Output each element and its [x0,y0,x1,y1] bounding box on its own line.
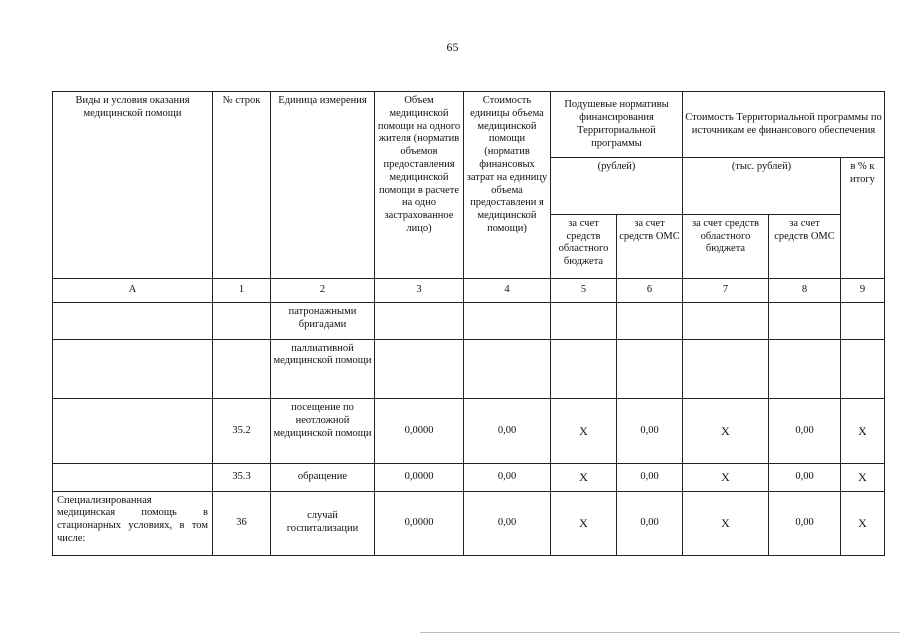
header-unit: Единица измерения [271,92,375,279]
cell-type [53,303,213,339]
cell-unit: обращение [271,464,375,491]
scan-artifact-line [420,632,900,633]
header-regional-budget: за счет средств областного бюджета [551,214,617,278]
cell-regional-budget: X [551,398,617,463]
cell-row-number: 36 [213,491,271,555]
column-index: 5 [551,279,617,303]
table-row [53,464,885,491]
cell-regional-budget-k [683,339,769,398]
cell-type: Специализированная медицинская помощь в стационарных условиях, в том числе: [53,491,213,555]
column-index: 4 [464,279,551,303]
cell-cost: 0,00 [464,464,551,491]
financing-table [52,91,885,556]
cell-regional-budget: X [551,491,617,555]
header-oms-k: за счет средств ОМС [769,214,841,278]
table-row [53,398,885,463]
cell-row-number [213,303,271,339]
cell-oms [617,303,683,339]
cell-volume: 0,0000 [375,398,464,463]
cell-volume [375,339,464,398]
table-row [53,303,885,339]
cell-oms-k [769,339,841,398]
cell-regional-budget [551,303,617,339]
cell-type [53,464,213,491]
cell-oms-k: 0,00 [769,491,841,555]
cell-row-number: 35.3 [213,464,271,491]
cell-percent [841,339,885,398]
cell-regional-budget-k: X [683,464,769,491]
cell-unit: патронажными бригадами [271,303,375,339]
cell-oms: 0,00 [617,491,683,555]
cell-regional-budget-k: X [683,491,769,555]
column-index: 2 [271,279,375,303]
cell-oms-k: 0,00 [769,464,841,491]
column-index: 3 [375,279,464,303]
header-oms: за счет средств ОМС [617,214,683,278]
cell-volume: 0,0000 [375,464,464,491]
cell-oms: 0,00 [617,464,683,491]
cell-unit: посещение по неотложной медицинской помощи [271,398,375,463]
table-row [53,491,885,555]
cell-cost: 0,00 [464,491,551,555]
header-program-cost: Стоимость Территориальной программы по источникам ее финансового обеспечения [683,92,885,158]
header-regional-budget-k: за счет средств областного бюджета [683,214,769,278]
cell-volume: 0,0000 [375,491,464,555]
cell-volume [375,303,464,339]
cell-cost [464,303,551,339]
header-thousand-rubles: (тыс. рублей) [683,158,841,214]
cell-type [53,398,213,463]
cell-unit: случай госпитализации [271,491,375,555]
header-percent-total: в % к итогу [841,158,885,279]
header-per-capita: Подушевые нормативы финансирования Территориальной программы [551,92,683,158]
cell-oms-k [769,303,841,339]
table-row [53,339,885,398]
header-row-1 [53,92,885,158]
cell-percent [841,303,885,339]
column-index-row [53,279,885,303]
cell-cost [464,339,551,398]
cell-regional-budget-k [683,303,769,339]
column-index: 7 [683,279,769,303]
cell-oms [617,339,683,398]
cell-percent: X [841,398,885,463]
cell-cost: 0,00 [464,398,551,463]
header-types: Виды и условия оказания медицинской помощи [53,92,213,279]
column-index: А [53,279,213,303]
cell-oms: 0,00 [617,398,683,463]
header-volume: Объем медицинской помощи на одного жителя (норматив объемов предоставления медицинской помощи в расчете на одно застрахованное лицо) [375,92,464,279]
column-index: 6 [617,279,683,303]
page-number: 65 [446,40,459,54]
header-row-number: № строк [213,92,271,279]
column-index: 1 [213,279,271,303]
column-index: 8 [769,279,841,303]
cell-regional-budget [551,339,617,398]
cell-percent: X [841,464,885,491]
cell-type [53,339,213,398]
header-cost: Стоимость единицы объема медицинской помощи (норматив финансовых затрат на единицу объема предоставлени я медицинской помощи) [464,92,551,279]
column-index: 9 [841,279,885,303]
cell-row-number: 35.2 [213,398,271,463]
cell-regional-budget-k: X [683,398,769,463]
cell-unit: паллиативной медицинской помощи [271,339,375,398]
cell-percent: X [841,491,885,555]
cell-oms-k: 0,00 [769,398,841,463]
cell-row-number [213,339,271,398]
cell-regional-budget: X [551,464,617,491]
header-rubles: (рублей) [551,158,683,214]
